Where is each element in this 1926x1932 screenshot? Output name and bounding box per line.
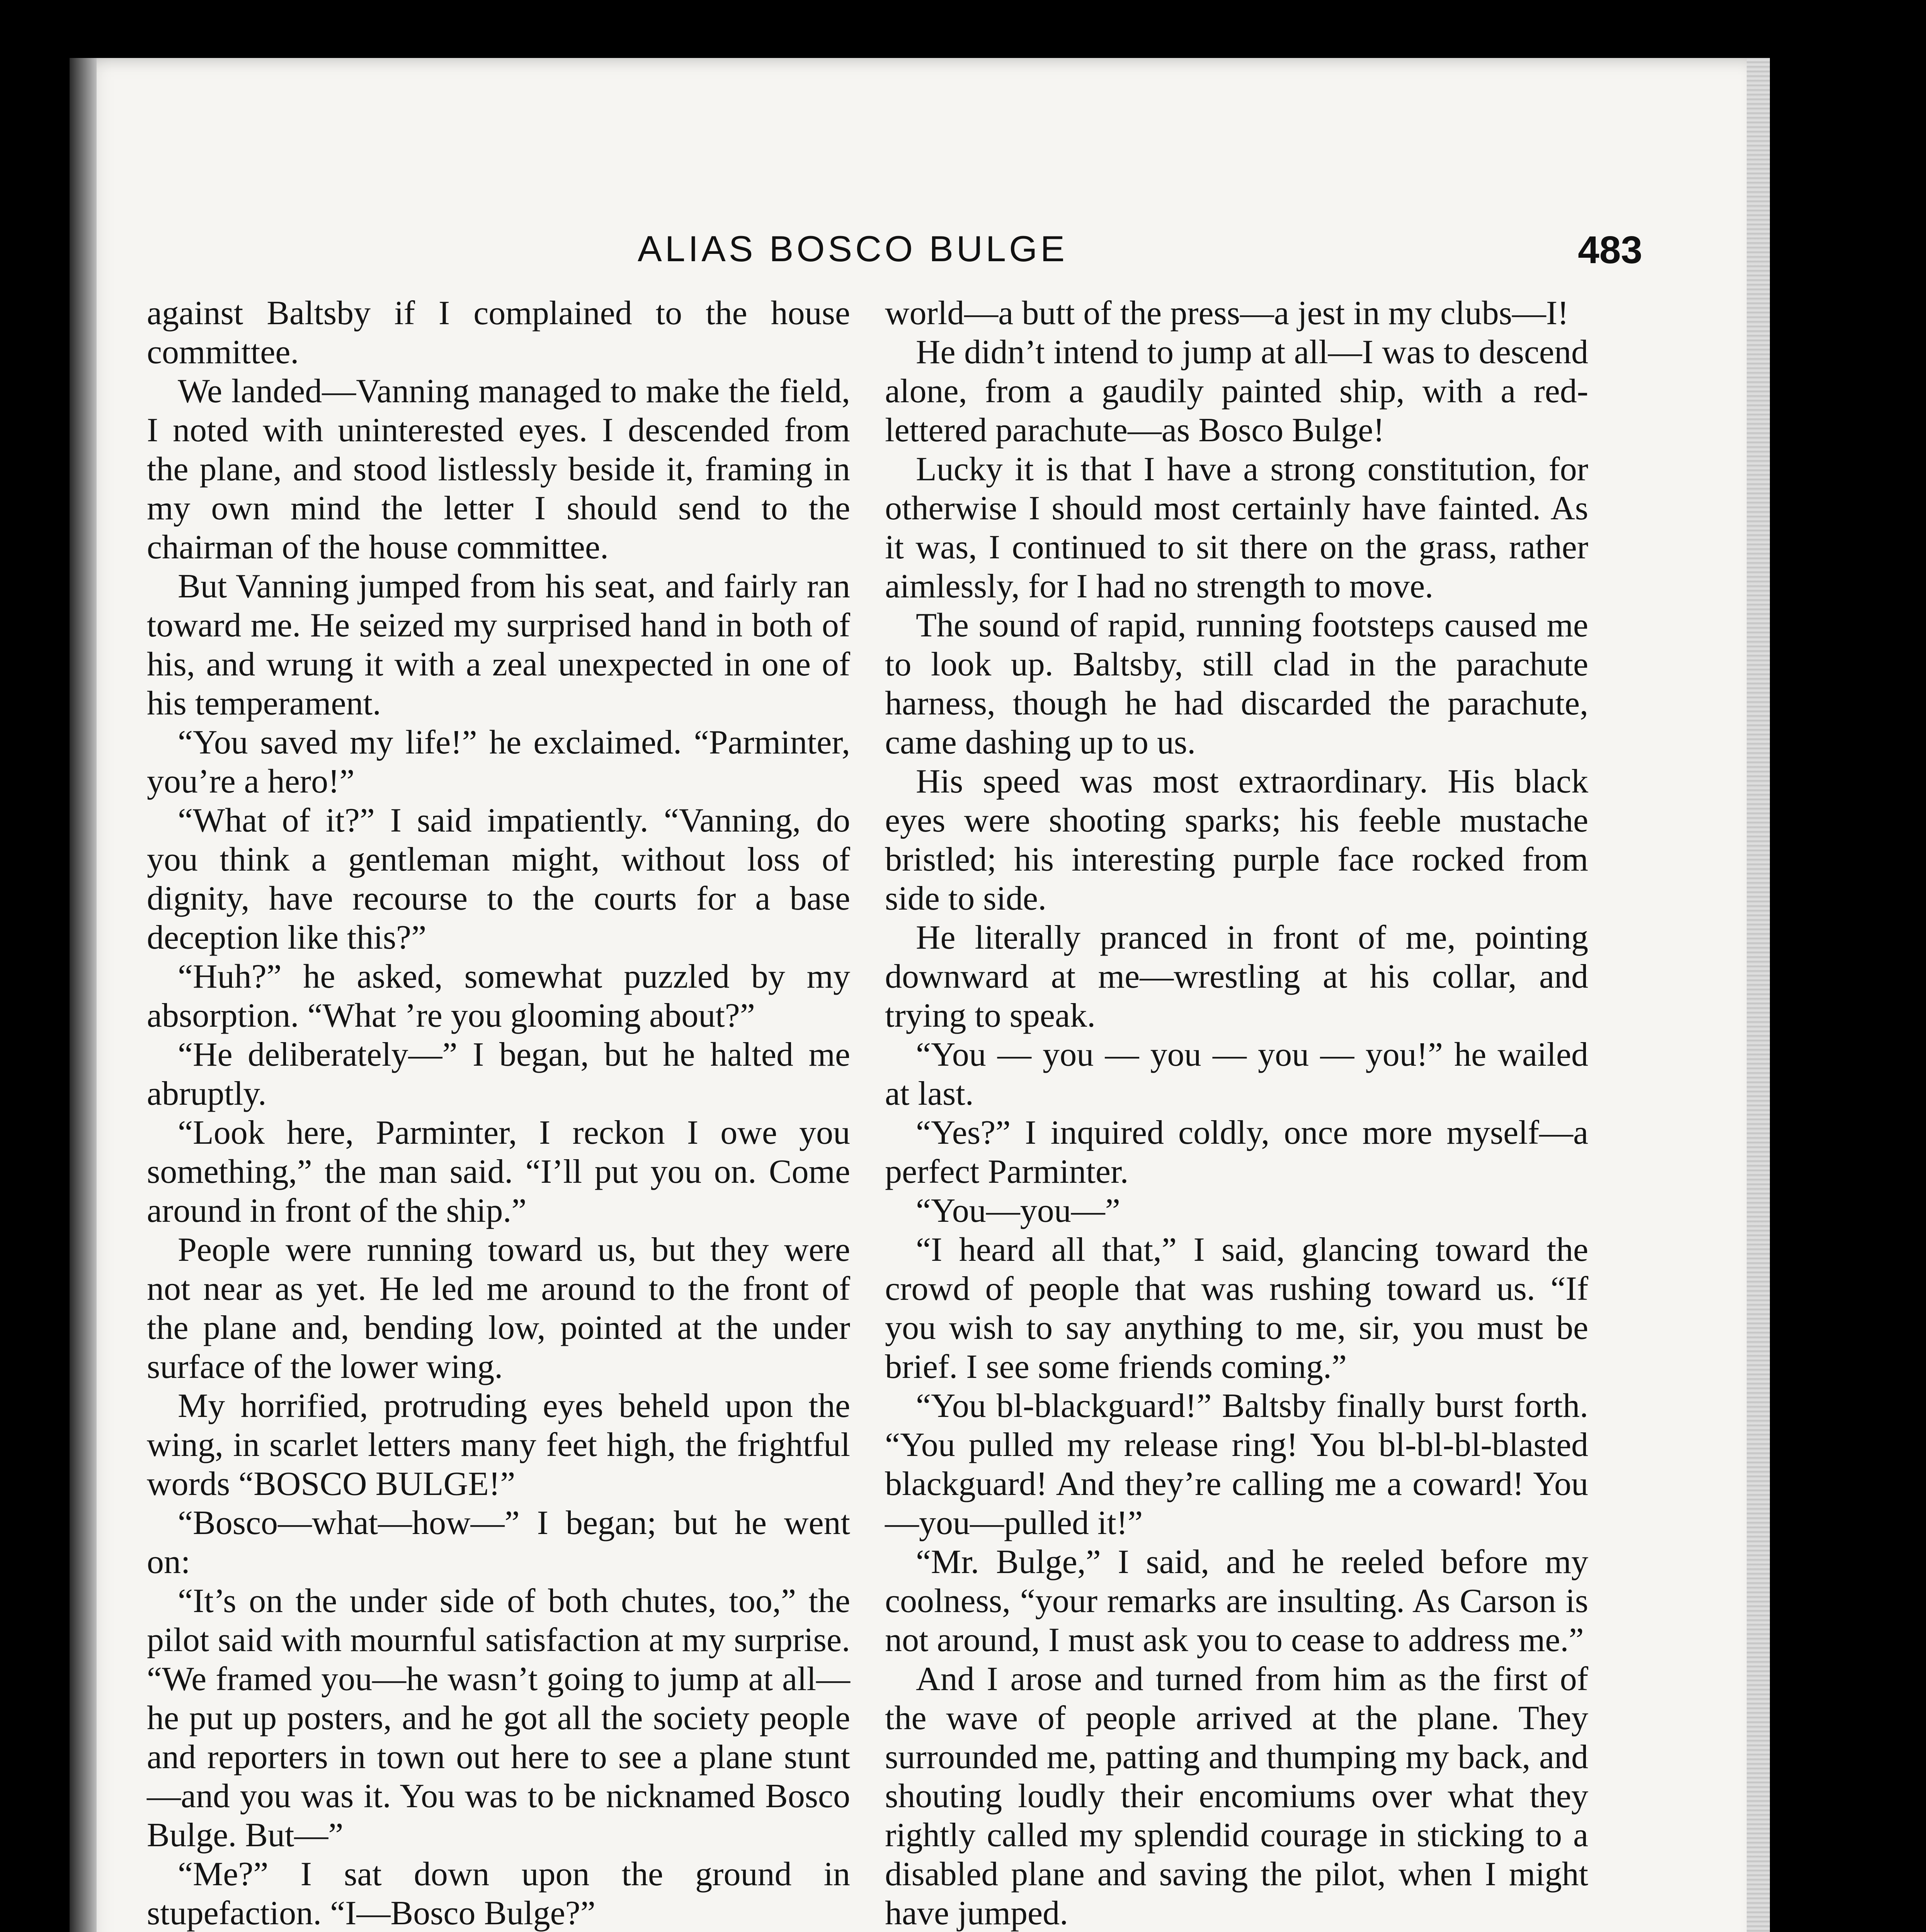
paragraph: against Baltsby if I complained to the house committee. <box>147 294 850 371</box>
paragraph: “Mr. Bulge,” I said, and he reeled before my coolness, “your remarks are insulting. As Carson is not around, I must ask you to cease to address me.” <box>885 1543 1588 1659</box>
paragraph: “Bosco—what—how—” I began; but he went on: <box>147 1504 850 1581</box>
right-text-column <box>885 294 1588 1932</box>
paragraph: world—a butt of the press—a jest in my clubs—I! <box>885 294 1569 332</box>
paragraph: “You bl-blackguard!” Baltsby finally burst forth. “You pulled my release ring! You bl-bl-bl-blasted blackguard! And they’re calling me a coward! You—you—pulled it!” <box>885 1387 1588 1542</box>
paragraph: We landed—Vanning managed to make the field, I noted with uninterested eyes. I descended from the plane, and stood listlessly beside it, framing in my own mind the letter I should send to the chairman of the house committee. <box>147 372 850 566</box>
paragraph: “Me?” I sat down upon the ground in stupefaction. “I—Bosco Bulge?” <box>147 1855 850 1932</box>
page-edge <box>1747 58 1770 1932</box>
paragraph: He didn’t intend to jump at all—I was to descend alone, from a gaudily painted ship, with a red-lettered parachute—as Bosco Bulge! <box>885 333 1588 449</box>
paragraph: “You — you — you — you — you!” he wailed at last. <box>885 1036 1588 1112</box>
paragraph: He literally pranced in front of me, pointing downward at me—wrestling at his collar, and trying to speak. <box>885 919 1588 1034</box>
paragraph: And I arose and turned from him as the first of the wave of people arrived at the plane. They surrounded me, patting and thumping my back, and shouting loudly their encomiums over what they rightly called my splendid courage in sticking to a disabled plane and saving the pilot, when I might have jumped. <box>885 1660 1588 1932</box>
paragraph: The sound of rapid, running footsteps caused me to look up. Baltsby, still clad in the parachute harness, though he had discarded the parachute, came dashing up to us. <box>885 607 1588 761</box>
paragraph: But Vanning jumped from his seat, and fairly ran toward me. He seized my surprised hand in both of his, and wrung it with a zeal unexpected in one of his temperament. <box>147 568 850 722</box>
paragraph: Lucky it is that I have a strong constitution, for otherwise I should most certainly have fainted. As it was, I continued to sit there on the grass, rather aimlessly, for I had no strength to move. <box>885 451 1588 605</box>
paragraph: “You saved my life!” he exclaimed. “Parminter, you’re a hero!” <box>147 724 850 800</box>
book-page <box>70 58 1770 1932</box>
page-spine-shadow <box>70 58 97 1932</box>
paragraph: People were running toward us, but they were not near as yet. He led me around to the front of the plane and, bending low, pointed at the under surface of the lower wing. <box>147 1231 850 1386</box>
paragraph: My horrified, protruding eyes beheld upon the wing, in scarlet letters many feet high, the frightful words “BOSCO BULGE!” <box>147 1387 850 1503</box>
paragraph: “It’s on the under side of both chutes, too,” the pilot said with mournful satisfaction at my surprise. “We framed you—he wasn’t going to jump at all—he put up posters, and he got all the society people and reporters in town out here to see a plane stunt—and you was it. You was to be nicknamed Bosco Bulge. But—” <box>147 1582 850 1854</box>
paragraph: “Look here, Parminter, I reckon I owe you something,” the man said. “I’ll put you on. Come around in front of the ship.” <box>147 1114 850 1230</box>
page-header <box>70 228 1770 290</box>
paragraph: His speed was most extraordinary. His black eyes were shooting sparks; his feeble mustache bristled; his interesting purple face rocked from side to side. <box>885 763 1588 917</box>
running-title: ALIAS BOSCO BULGE <box>638 228 1068 269</box>
left-text-column <box>147 294 850 1932</box>
paragraph: “What of it?” I said impatiently. “Vanning, do you think a gentleman might, without loss of dignity, have recourse to the courts for a base deception like this?” <box>147 802 850 956</box>
page-number: 483 <box>1578 228 1642 272</box>
paragraph: “Huh?” he asked, somewhat puzzled by my absorption. “What ’re you glooming about?” <box>147 958 850 1034</box>
paragraph: “Yes?” I inquired coldly, once more myself—a perfect Parminter. <box>885 1114 1588 1190</box>
paragraph: “I heard all that,” I said, glancing toward the crowd of people that was rushing toward us. “If you wish to say anything to me, sir, you must be brief. I see some friends coming.” <box>885 1231 1588 1386</box>
paragraph: “He deliberately—” I began, but he halted me abruptly. <box>147 1036 850 1112</box>
paragraph: “You—you—” <box>916 1192 1120 1230</box>
